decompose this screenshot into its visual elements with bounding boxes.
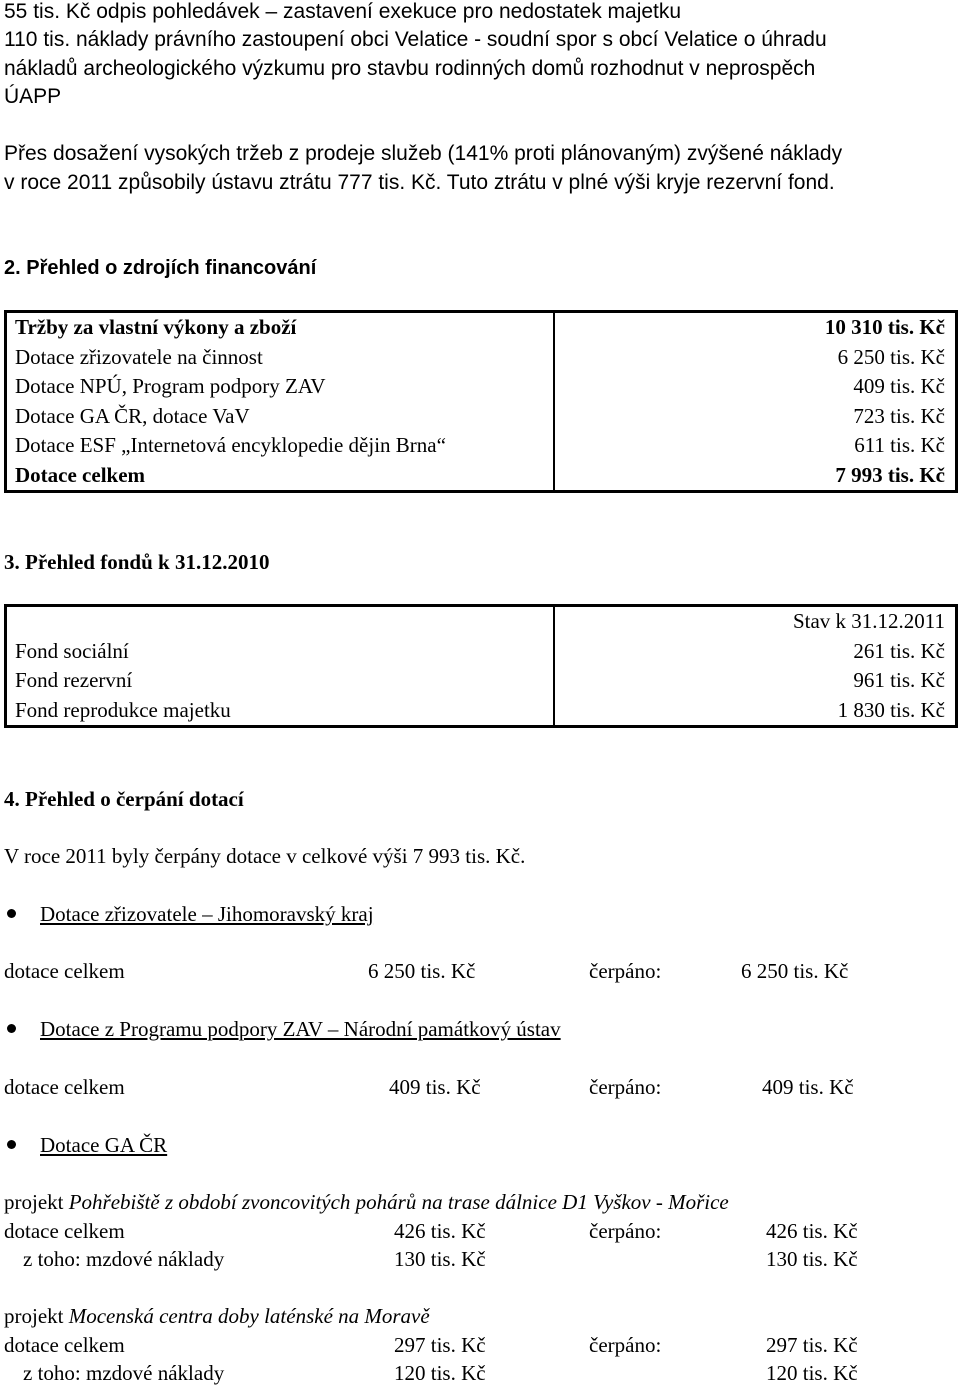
- table-row: [6, 312, 957, 343]
- source-label: Dotace celkem: [6, 461, 555, 492]
- project-1-prefix: projekt: [4, 1190, 64, 1214]
- project-1-line: [4, 1188, 729, 1216]
- table-row: [6, 637, 957, 667]
- bullet-2-title: Dotace z Programu podpory ZAV – Národní památkový ústav: [40, 1017, 561, 1041]
- p2-total-drawn: 297 tis. Kč: [766, 1333, 858, 1357]
- source-label: Tržby za vlastní výkony a zboží: [6, 312, 555, 343]
- p2-wages-drawn: 120 tis. Kč: [766, 1361, 858, 1385]
- table-row: [6, 666, 957, 696]
- table-row: [6, 461, 957, 492]
- financing-sources-table: [4, 310, 958, 493]
- p1-wages-label: z toho: mzdové náklady: [23, 1247, 225, 1271]
- b1-amount: 6 250 tis. Kč: [368, 959, 476, 983]
- source-value: 723 tis. Kč: [853, 403, 945, 428]
- p2-total-amount: 297 tis. Kč: [394, 1333, 486, 1357]
- intro-paragraph-line-1: Přes dosažení vysokých tržeb z prodeje služeb (141% proti plánovaným) zvýšené náklady: [4, 142, 843, 165]
- bullet-icon: [7, 1140, 16, 1149]
- b2-label: dotace celkem: [4, 1075, 125, 1099]
- source-label: Dotace NPÚ, Program podpory ZAV: [6, 372, 555, 402]
- fund-value: 1 830 tis. Kč: [837, 697, 945, 722]
- p1-total-amount: 426 tis. Kč: [394, 1219, 486, 1243]
- bullet-icon: [7, 909, 16, 918]
- funds-column-header: Stav k 31.12.2011: [792, 609, 945, 634]
- intro-line-1: 55 tis. Kč odpis pohledávek – zastavení exekuce pro nedostatek majetku: [4, 0, 682, 23]
- intro-paragraph-line-2: v roce 2011 způsobily ústavu ztrátu 777 tis. Kč. Tuto ztrátu v plné výši kryje rezervní fond.: [4, 171, 835, 194]
- p1-wages-drawn: 130 tis. Kč: [766, 1247, 858, 1271]
- b1-label: dotace celkem: [4, 959, 125, 983]
- bullet-3-title: Dotace GA ČR: [40, 1133, 168, 1157]
- section-4-summary: V roce 2011 byly čerpány dotace v celkové výši 7 993 tis. Kč.: [4, 844, 526, 868]
- section-2-heading: 2. Přehled o zdrojích financování: [4, 257, 317, 279]
- source-value: 7 993 tis. Kč: [835, 462, 945, 487]
- fund-label: Fond reprodukce majetku: [6, 696, 555, 727]
- project-1-title: Pohřebiště z období zvoncovitých pohárů na trase dálnice D1 Vyškov - Mořice: [68, 1190, 729, 1214]
- section-4-heading: 4. Přehled o čerpání dotací: [4, 787, 244, 811]
- table-row: [6, 402, 957, 432]
- b1-drawn: 6 250 tis. Kč: [741, 959, 849, 983]
- p1-total-drawn: 426 tis. Kč: [766, 1219, 858, 1243]
- intro-line-3: nákladů archeologického výzkumu pro stavbu rodinných domů rozhodnut v neprospěch: [4, 57, 816, 80]
- p2-cerpano-label: čerpáno:: [589, 1333, 662, 1357]
- table-row: [6, 431, 957, 461]
- fund-value: 961 tis. Kč: [853, 668, 945, 693]
- fund-label: Fond rezervní: [6, 666, 555, 696]
- source-value: 409 tis. Kč: [853, 374, 945, 399]
- funds-table: [4, 604, 958, 728]
- table-row: [6, 696, 957, 727]
- source-label: Dotace ESF „Internetová encyklopedie dějin Brna“: [6, 431, 555, 461]
- b2-amount: 409 tis. Kč: [389, 1075, 481, 1099]
- project-2-title: Mocenská centra doby laténské na Moravě: [68, 1304, 430, 1328]
- b2-cerpano-label: čerpáno:: [589, 1075, 662, 1099]
- table-row: [6, 343, 957, 373]
- table-row: [6, 372, 957, 402]
- project-2-line: [4, 1302, 430, 1330]
- b1-cerpano-label: čerpáno:: [589, 959, 662, 983]
- p1-total-label: dotace celkem: [4, 1219, 125, 1243]
- p2-wages-label: z toho: mzdové náklady: [23, 1361, 225, 1385]
- source-value: 10 310 tis. Kč: [824, 315, 945, 340]
- section-3-heading: 3. Přehled fondů k 31.12.2010: [4, 550, 270, 574]
- source-value: 6 250 tis. Kč: [837, 344, 945, 369]
- intro-line-2: 110 tis. náklady právního zastoupení obci Velatice - soudní spor s obcí Velatice o úhradu: [4, 28, 827, 51]
- intro-line-4: ÚAPP: [4, 85, 62, 108]
- source-label: Dotace zřizovatele na činnost: [6, 343, 555, 373]
- b2-drawn: 409 tis. Kč: [762, 1075, 854, 1099]
- fund-label: Fond sociální: [6, 637, 555, 667]
- project-2-prefix: projekt: [4, 1304, 64, 1328]
- p1-cerpano-label: čerpáno:: [589, 1219, 662, 1243]
- source-label: Dotace GA ČR, dotace VaV: [6, 402, 555, 432]
- source-value: 611 tis. Kč: [854, 433, 945, 458]
- bullet-1-title: Dotace zřizovatele – Jihomoravský kraj: [40, 902, 374, 926]
- p2-total-label: dotace celkem: [4, 1333, 125, 1357]
- table-row: [6, 606, 957, 637]
- fund-value: 261 tis. Kč: [853, 638, 945, 663]
- p2-wages-amount: 120 tis. Kč: [394, 1361, 486, 1385]
- p1-wages-amount: 130 tis. Kč: [394, 1247, 486, 1271]
- bullet-icon: [7, 1024, 16, 1033]
